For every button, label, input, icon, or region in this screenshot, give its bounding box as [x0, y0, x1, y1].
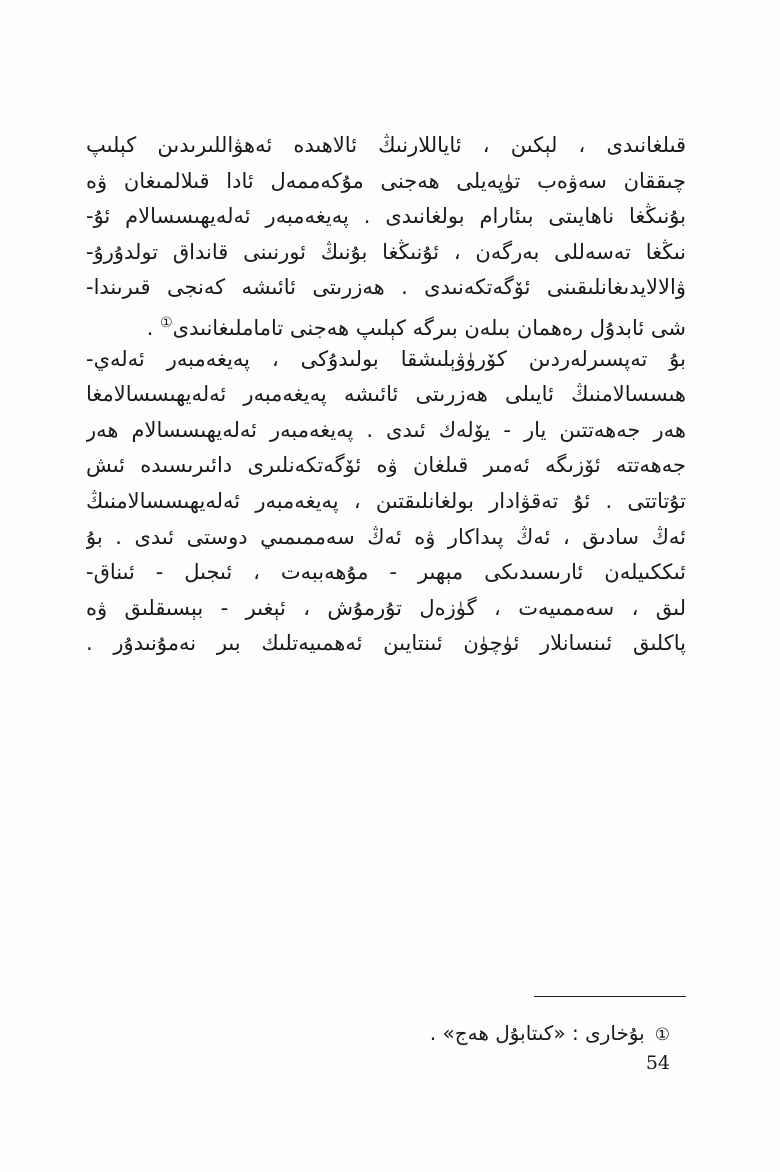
text-line: تۇتاتتى . ئۇ تەقۋادار بولغانلىقتىن ، پەيغەمبەر ئەلەيھىسسالامنىڭ	[86, 488, 686, 513]
footnote	[380, 1018, 670, 1050]
text-line: قىلغانىدى ، لېكىن ، ئاياللارنىڭ ئالاھىدە ئەھۋاللىرىدىن كېلىپ	[86, 133, 686, 157]
text-line: ۋالالايدىغانلىقىنى ئۆگەتكەنىدى . ھەزرىتى ئائىشە كەنجى قىرىندا-	[86, 275, 686, 300]
main-text	[86, 128, 686, 662]
text-line: پاكلىق ئىنسانلار ئۈچۈن ئىنتايىن ئەھمىيەتلىك بىر نەمۇنىدۇر .	[86, 631, 686, 656]
text-line: چىققان سەۋەب تۈپەيلى ھەجنى مۇكەممەل ئادا قىلالمىغان ۋە	[86, 168, 686, 193]
text-line: شى ئابدۇل رەھمان بىلەن بىرگە كېلىپ ھەجنى تاماملىغانىدى	[172, 315, 686, 340]
text-line: جەھەتتە ئۆزىگە ئەمىر قىلغان ۋە ئۆگەتكەنلىرى دائىرىسىدە ئىش	[86, 453, 686, 478]
footnote-divider	[534, 996, 686, 997]
text-line: ھەر جەھەتتىن يار - يۆلەك ئىدى . پەيغەمبەر ئەلەيھىسسالام ھەر	[86, 417, 686, 442]
text-line-with-footnote	[86, 306, 686, 342]
text-line: لىق ، سەممىيەت ، گۈزەل تۇرمۇش ، ئېغىر - بېسىقلىق ۋە	[86, 595, 686, 620]
page-number: 54	[645, 1052, 670, 1074]
sentence-end: .	[146, 315, 154, 340]
footnote-reference: ①	[160, 314, 173, 331]
text-line: بۇ تەپسىرلەردىن كۆرۈۋېلىشقا بولىدۇكى ، پەيغەمبەر ئەلەي-	[86, 346, 686, 371]
text-line: بۇنىڭغا ناھايىتى بىئارام بولغانىدى . پەيغەمبەر ئەلەيھىسسالام ئۇ-	[86, 204, 686, 229]
footnote-marker: ①	[654, 1025, 670, 1045]
text-line: ھىسسالامنىڭ ئايىلى ھەزرىتى ئائىشە پەيغەمبەر ئەلەيھىسسالامغا	[86, 382, 686, 407]
text-line: ئىككىيلەن ئارىسىدىكى مېھىر - مۇھەببەت ، ئىجىل - ئىناق-	[86, 560, 686, 585]
footnote-text: بۇخارى : «كىتابۇل ھەج» .	[429, 1021, 645, 1045]
text-line: نىڭغا تەسەللى بەرگەن ، ئۇنىڭغا بۇنىڭ ئورنىنى قانداق تولدۇرۇ-	[86, 239, 686, 264]
text-line: ئەڭ سادىق ، ئەڭ پىداكار ۋە ئەڭ سەممىمىي دوستى ئىدى . بۇ	[86, 524, 686, 549]
